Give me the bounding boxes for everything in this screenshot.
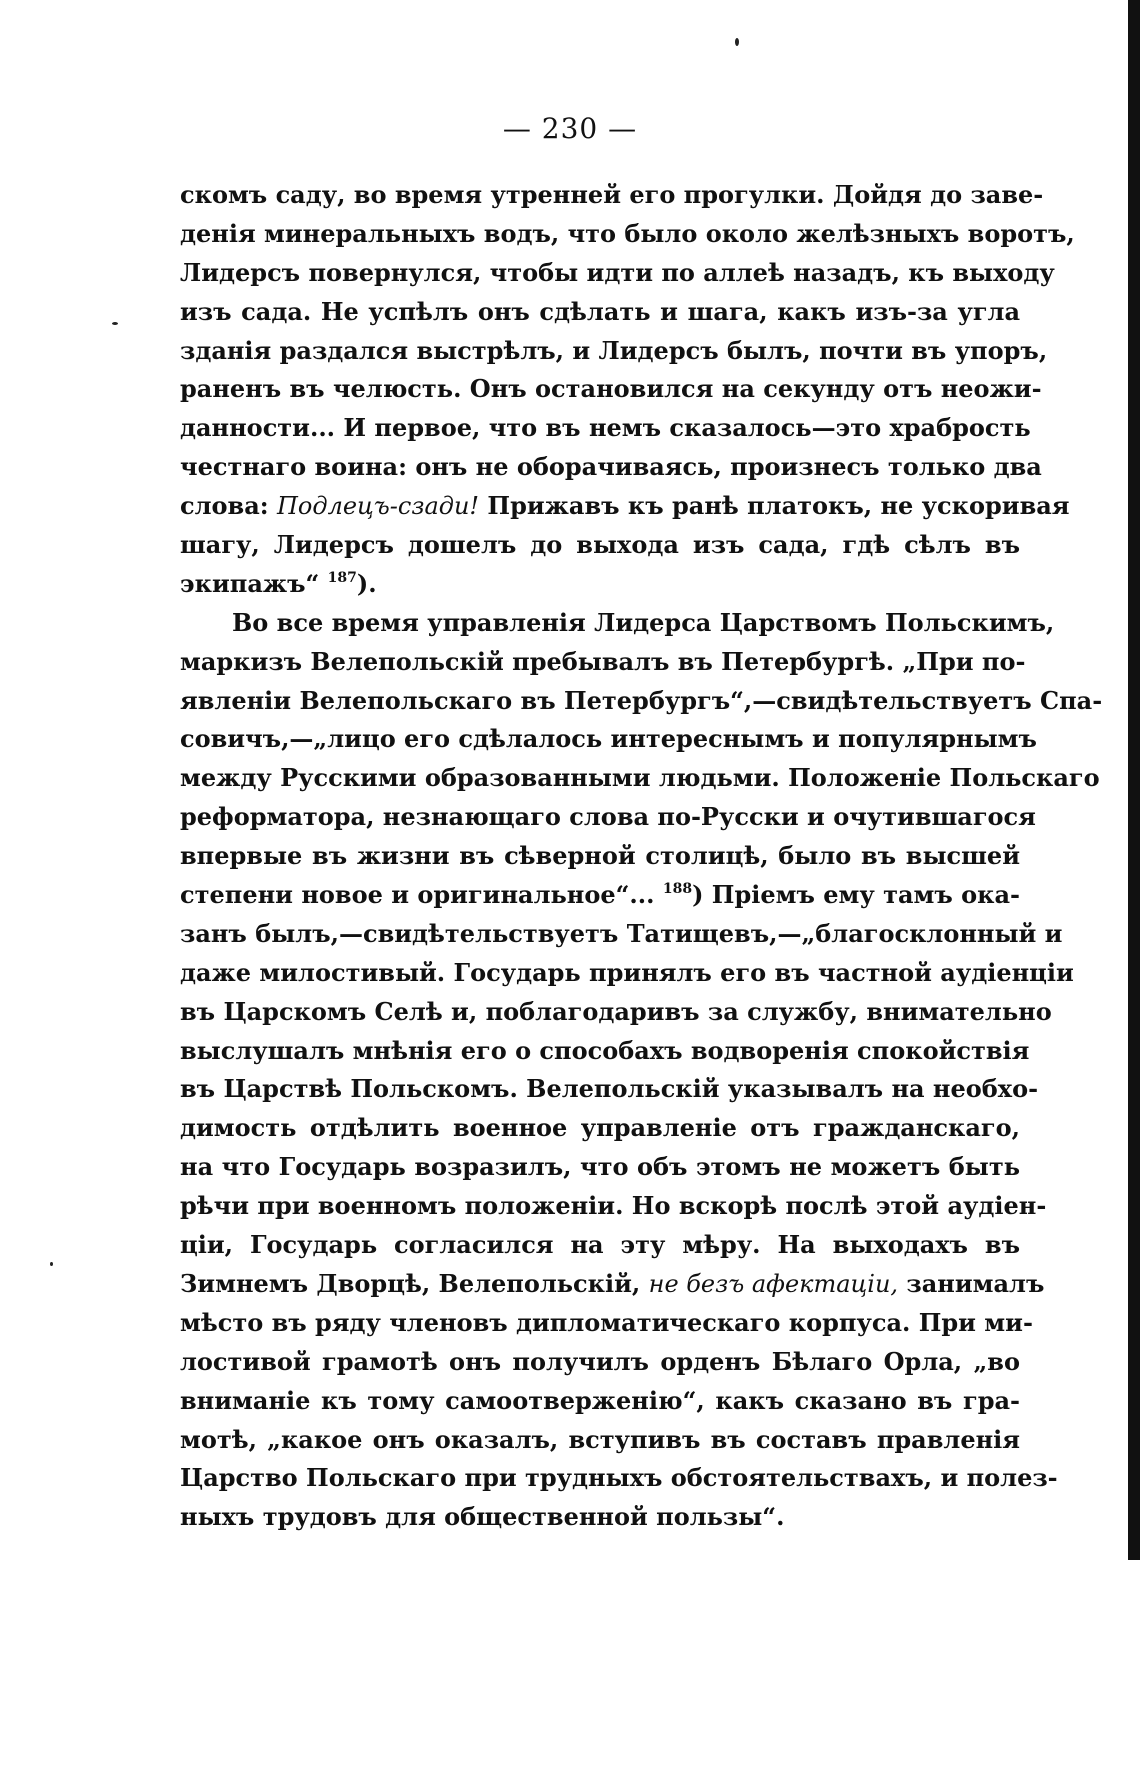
italic-phrase: Подлецъ-сзади! [276,492,480,521]
text-line [180,643,1026,682]
text-line [180,487,1070,526]
text-segment: данности... И первое, что въ немъ сказалось—это храбрость [180,413,1031,443]
text-segment: мотѣ, „какое онъ оказалъ, вступивъ въ составъ правленія [180,1424,1020,1454]
text-line [180,1070,1039,1109]
text-segment: изъ сада. Не успѣлъ онъ сдѣлать и шага, какъ изъ-за угла [180,296,1020,326]
text-line [180,1226,1020,1265]
text-segment: скомъ саду, во время утренней его прогулки. Дойдя до заве- [180,180,1044,209]
text-line [180,332,1048,371]
text-line [180,954,1074,993]
text-line [180,370,1042,409]
text-segment: выслушалъ мнѣнія его о способахъ водворенія спокойствія [180,1035,1030,1065]
text-line [180,254,1055,293]
footnote-reference: 187 [327,569,357,586]
text-segment: впервые въ жизни въ сѣверной столицѣ, было въ высшей [180,841,1020,871]
text-segment: Царство Польскаго при трудныхъ обстоятельствахъ, и полез- [180,1463,1058,1493]
text-segment: экипажъ“ [180,568,328,598]
text-line-paragraph-start [180,604,1055,643]
text-segment: лостивой грамотѣ онъ получилъ орденъ Бѣлаго Орла, „во [180,1346,1020,1376]
text-segment: Лидерсъ повернулся, чтобы идти по аллеѣ назадъ, къ выходу [180,257,1055,287]
text-segment: Во все время управленія Лидерса Царствомъ Польскимъ, [232,607,1055,637]
text-segment: между Русскими образованными людьми. Положеніе Польскаго [180,763,1100,793]
text-segment: даже милостивый. Государь принялъ его въ частной аудіенціи [180,957,1074,987]
text-segment: Зимнемъ Дворцѣ, Велепольскій, [180,1268,649,1298]
text-line [180,448,1042,487]
text-segment: димость отдѣлить военное управленіе отъ гражданскаго, [180,1113,1020,1143]
scan-speck [112,322,118,325]
text-segment: честнаго воина: онъ не оборачиваясь, произнесъ только два [180,452,1042,482]
text-segment: Прижавъ къ ранѣ платокъ, не ускоривая [479,491,1070,521]
text-line [180,1421,1020,1460]
text-segment: рѣчи при военномъ положеніи. Но вскорѣ послѣ этой аудіен- [180,1191,1047,1221]
text-line [180,1459,1058,1498]
text-segment: занималъ [898,1268,1045,1298]
text-line [180,409,1031,448]
text-segment: на что Государь возразилъ, что объ этомъ не можетъ быть [180,1152,1020,1182]
text-line [180,1265,1045,1304]
scan-speck [735,38,739,46]
text-segment: ціи, Государь согласился на эту мѣру. На выходахъ въ [180,1230,1020,1260]
text-line [180,798,1036,837]
text-line [180,993,1052,1032]
page-number: — 230 — [502,112,638,145]
text-line [180,1032,1030,1071]
text-segment: мѣсто въ ряду членовъ дипломатическаго корпуса. При ми- [180,1307,1033,1337]
scan-speck [50,1262,53,1266]
text-segment: слова: [180,491,277,521]
text-line [180,876,1020,915]
text-segment: занъ былъ,—свидѣтельствуетъ Татищевъ,—„благосклонный и [180,918,1063,948]
text-line-final [180,1498,1020,1537]
text-line [180,837,1020,876]
footnote-reference: 188 [662,881,693,898]
text-line [180,1382,1020,1421]
text-line [180,1109,1020,1148]
text-segment: шагу, Лидерсъ дошелъ до выхода изъ сада, гдѣ сѣлъ въ [180,530,1020,560]
text-segment: вниманіе къ тому самоотверженію“, какъ сказано въ гра- [180,1385,1020,1415]
text-segment: денія минеральныхъ водъ, что было около желѣзныхъ воротъ, [180,218,1075,248]
text-segment: въ Царствѣ Польскомъ. Велепольскій указывалъ на необхо- [180,1074,1039,1104]
text-line [180,720,1037,759]
text-line-paragraph-end [180,565,1020,604]
body-text [180,176,1103,1537]
text-segment: маркизъ Велепольскій пребывалъ въ Петербургѣ. „При по- [180,646,1026,676]
text-segment: реформатора, незнающаго слова по-Русски и очутившагося [180,802,1036,832]
text-line [180,215,1075,254]
text-line [180,1148,1020,1187]
text-segment: степени новое и оригинальное“... [180,880,663,910]
text-line [180,176,1044,215]
text-line [180,526,1020,565]
text-segment: раненъ въ челюсть. Онъ остановился на секунду отъ неожи- [180,374,1042,404]
text-line [180,915,1063,954]
text-segment: ) Пріемъ ему тамъ ока- [692,880,1020,910]
text-line [180,1304,1033,1343]
scan-shadow-edge [1128,0,1140,1560]
text-line [180,759,1100,798]
text-line [180,1187,1047,1226]
text-segment: ). [356,568,377,598]
text-segment: совичъ,—„лицо его сдѣлалось интереснымъ и популярнымъ [180,724,1037,754]
text-segment: явленіи Велепольскаго въ Петербургъ“,—свидѣтельствуетъ Спа- [180,685,1103,715]
text-line [180,682,1103,721]
text-line [180,1343,1020,1382]
text-segment: зданія раздался выстрѣлъ, и Лидерсъ былъ, почти въ упоръ, [180,335,1048,365]
text-segment: въ Царскомъ Селѣ и, поблагодаривъ за службу, внимательно [180,996,1052,1026]
text-segment: ныхъ трудовъ для общественной пользы“. [180,1502,785,1532]
text-line [180,293,1020,332]
italic-phrase: не безъ афектаціи, [648,1269,899,1298]
